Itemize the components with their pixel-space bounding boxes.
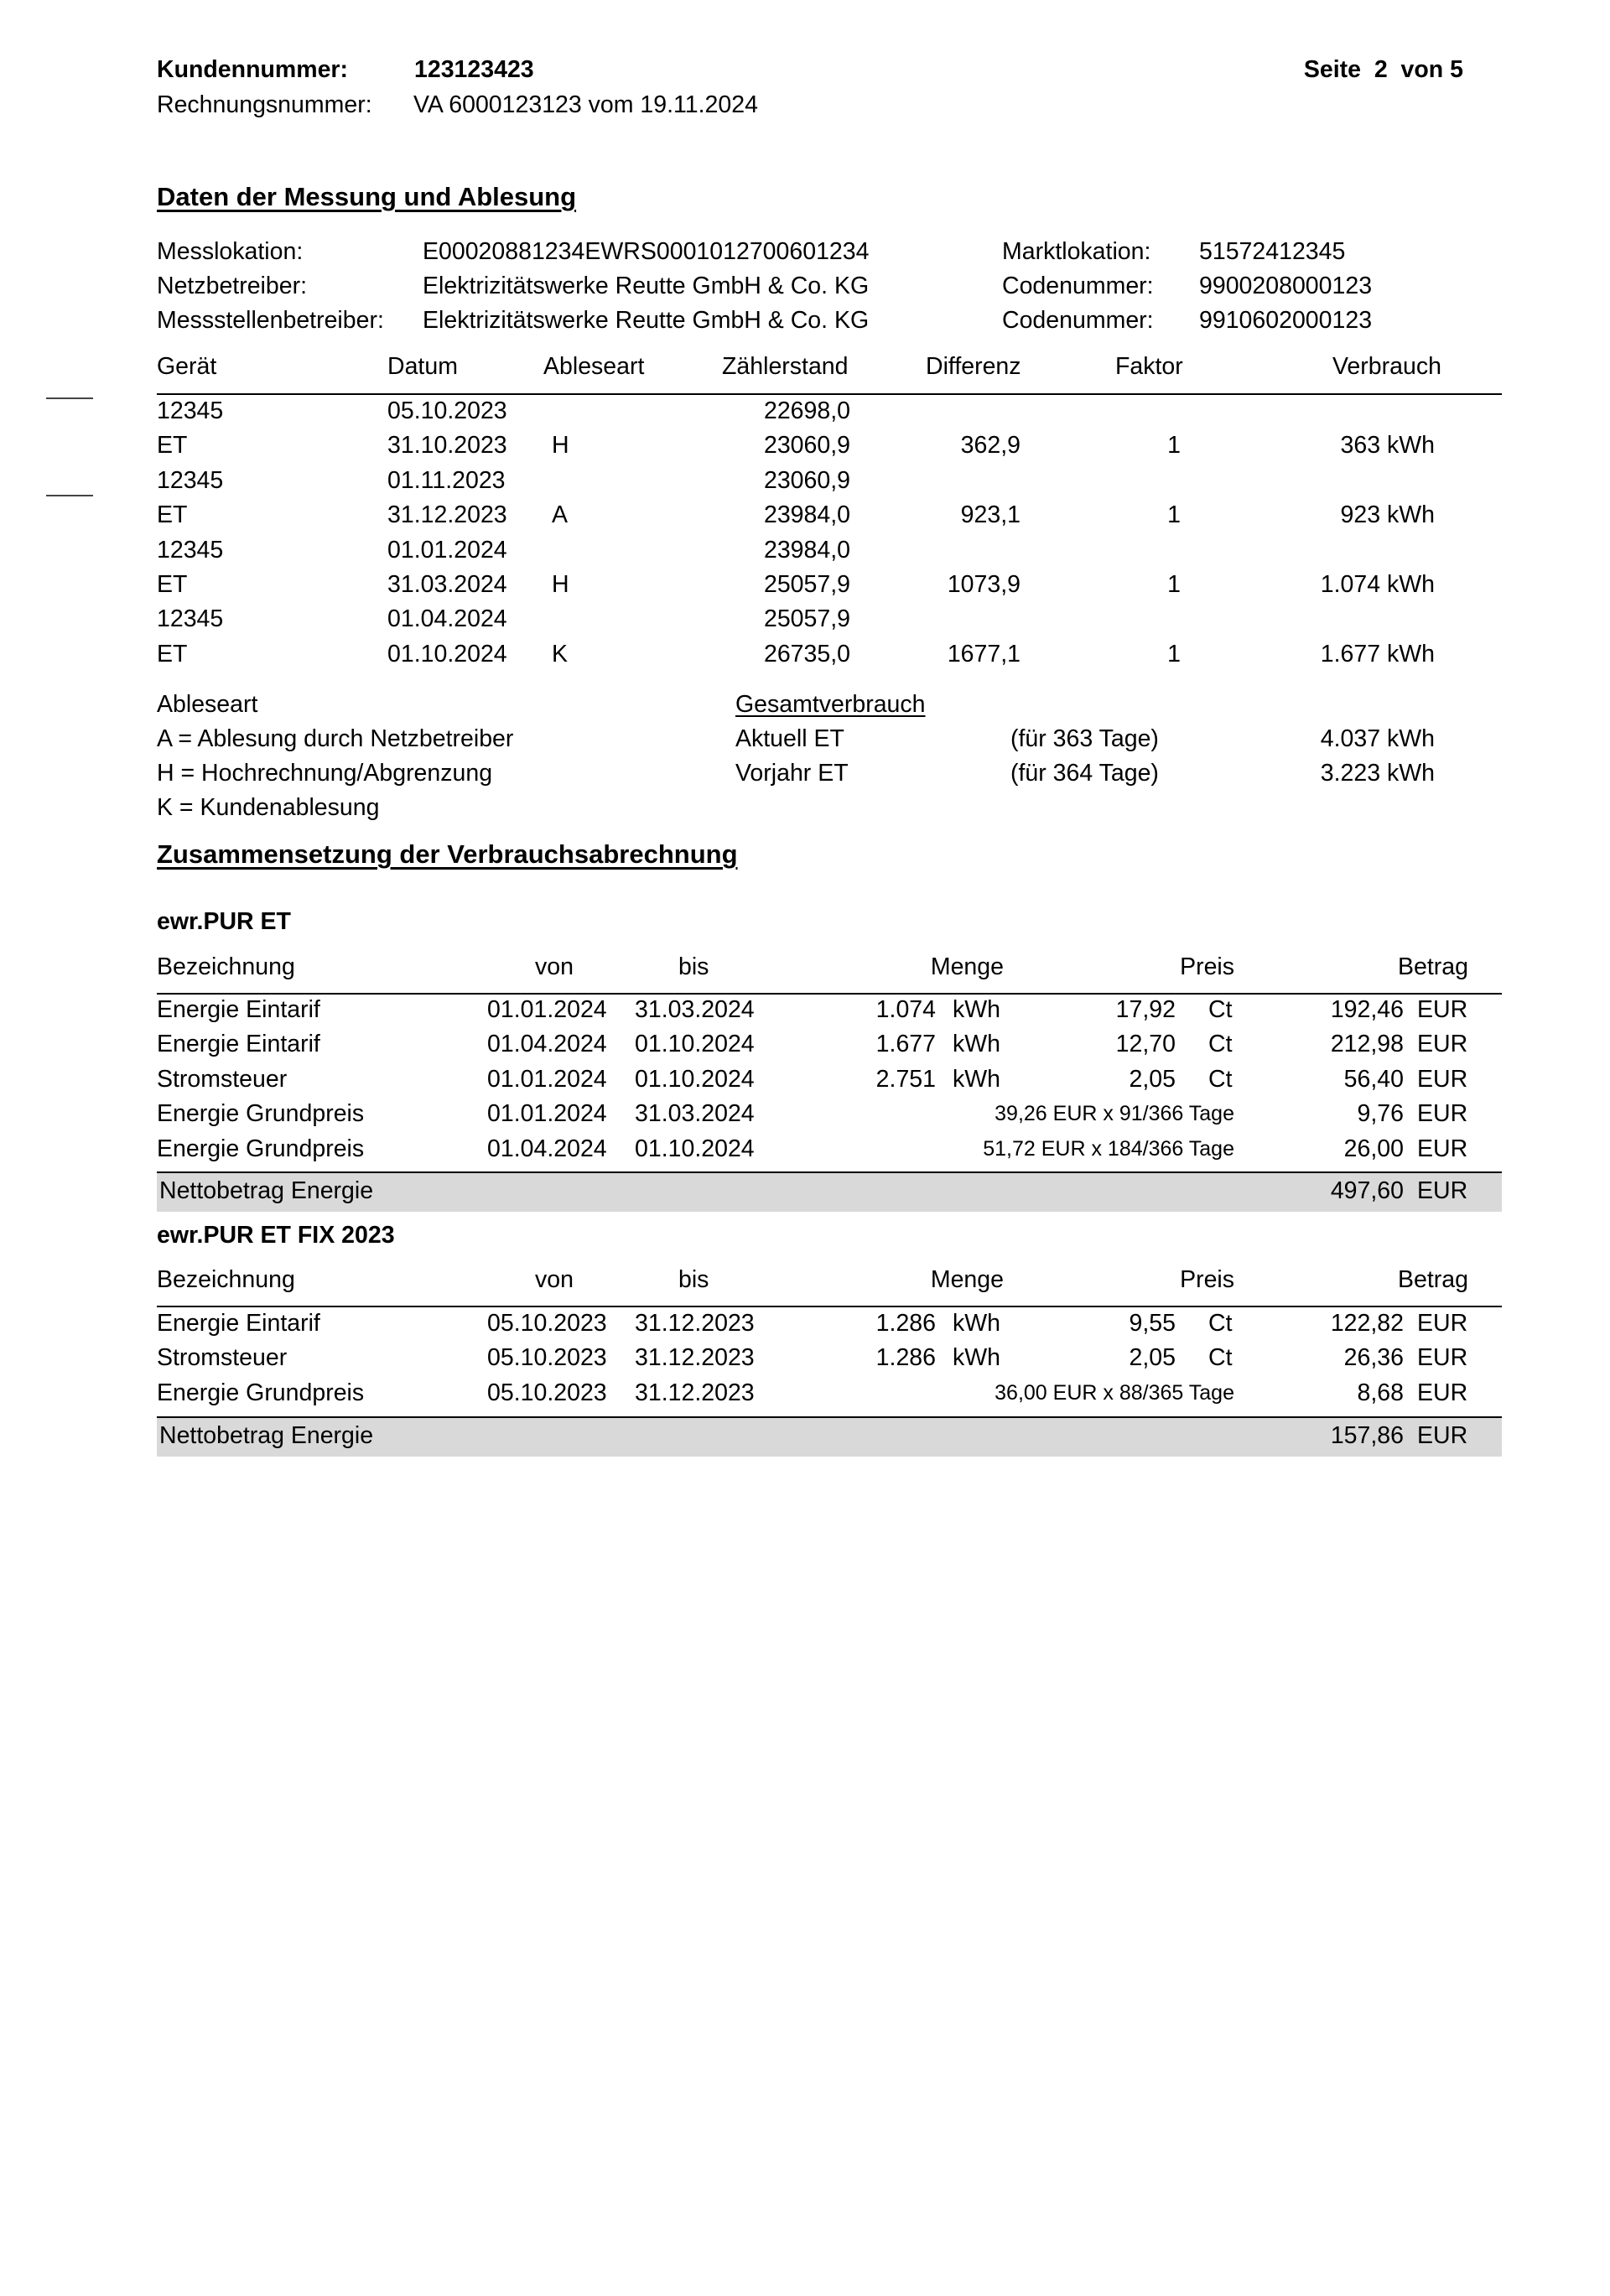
- billing-preis-unit: Ct: [1208, 1344, 1233, 1371]
- net-total-currency: EUR: [1417, 1177, 1468, 1204]
- total-row-value: 3.223 kWh: [1320, 760, 1435, 787]
- total-consumption-title: Gesamtverbrauch: [735, 691, 926, 718]
- billing-section-title: Zusammensetzung der Verbrauchsabrechnung: [157, 839, 738, 869]
- billing-preis-text: 36,00 EUR x 88/365 Tage: [995, 1381, 1234, 1405]
- billing-preis-unit: Ct: [1208, 1310, 1233, 1337]
- legend-title: Ableseart: [157, 691, 258, 718]
- reading-ableseart: K: [552, 641, 569, 668]
- billing-currency: EUR: [1417, 1100, 1468, 1127]
- marktlokation-value: 51572412345: [1199, 238, 1346, 265]
- billing-menge-unit: kWh: [953, 996, 1000, 1023]
- col-header-bis: bis: [678, 1266, 709, 1293]
- reading-zaehlerstand: 23060,9: [763, 467, 850, 494]
- col-header-bis: bis: [678, 953, 709, 980]
- tariff-name: ewr.PUR ET FIX 2023: [157, 1222, 395, 1249]
- billing-menge-unit: kWh: [953, 1066, 1000, 1093]
- net-total-label: Nettobetrag Energie: [159, 1422, 374, 1449]
- billing-bis: 31.12.2023: [635, 1379, 755, 1406]
- billing-betrag: 192,46: [1330, 996, 1404, 1023]
- reading-geraet: ET: [157, 571, 188, 598]
- billing-preis: 9,55: [1129, 1310, 1176, 1337]
- measurement-section-title: Daten der Messung und Ablesung: [157, 182, 577, 211]
- reading-datum: 01.01.2024: [387, 537, 507, 564]
- billing-bezeichnung: Stromsteuer: [157, 1344, 288, 1371]
- col-header-bezeichnung: Bezeichnung: [157, 1266, 295, 1293]
- col-header-preis: Preis: [1180, 1266, 1234, 1293]
- billing-preis-unit: Ct: [1208, 1031, 1233, 1057]
- col-header-geraet: Gerät: [157, 353, 217, 380]
- netzbetreiber-label: Netzbetreiber:: [157, 273, 308, 299]
- reading-geraet: 12345: [157, 467, 224, 494]
- billing-preis: 2,05: [1129, 1066, 1176, 1093]
- col-header-ableseart: Ableseart: [543, 353, 645, 380]
- col-header-verbrauch: Verbrauch: [1332, 353, 1441, 380]
- reading-geraet: ET: [157, 432, 188, 459]
- reading-ableseart: H: [552, 432, 569, 459]
- legend-item-h: H = Hochrechnung/Abgrenzung: [157, 760, 493, 787]
- billing-preis-unit: Ct: [1208, 1066, 1233, 1093]
- reading-faktor: 1: [1167, 571, 1181, 598]
- messlokation-label: Messlokation:: [157, 238, 304, 265]
- billing-preis: 12,70: [1115, 1031, 1176, 1057]
- col-header-betrag: Betrag: [1398, 1266, 1468, 1293]
- reading-verbrauch: 923 kWh: [1340, 501, 1435, 528]
- reading-zaehlerstand: 23984,0: [763, 537, 850, 564]
- reading-faktor: 1: [1167, 501, 1181, 528]
- col-header-zaehlerstand: Zählerstand: [722, 353, 849, 380]
- marktlokation-label: Marktlokation:: [1002, 238, 1151, 265]
- reading-differenz: 1677,1: [947, 641, 1021, 668]
- reading-ableseart: H: [552, 571, 569, 598]
- billing-bezeichnung: Energie Grundpreis: [157, 1135, 365, 1162]
- billing-bezeichnung: Energie Grundpreis: [157, 1379, 365, 1406]
- customer-number-value: 123123423: [414, 56, 534, 83]
- billing-von: 01.04.2024: [487, 1135, 607, 1162]
- billing-menge: 1.074: [875, 996, 936, 1023]
- billing-currency: EUR: [1417, 996, 1468, 1023]
- col-header-bezeichnung: Bezeichnung: [157, 953, 295, 980]
- billing-header-rule: [157, 1306, 1502, 1307]
- net-total-value: 157,86: [1330, 1422, 1404, 1449]
- billing-menge: 1.677: [875, 1031, 936, 1057]
- messstellenbetreiber-label: Messstellenbetreiber:: [157, 307, 384, 334]
- codenummer-value: 9910602000123: [1199, 307, 1373, 334]
- fold-mark-bottom: [46, 495, 93, 496]
- reading-faktor: 1: [1167, 432, 1181, 459]
- billing-von: 05.10.2023: [487, 1344, 607, 1371]
- total-row-value: 4.037 kWh: [1320, 725, 1435, 752]
- billing-von: 01.04.2024: [487, 1031, 607, 1057]
- billing-betrag: 9,76: [1357, 1100, 1404, 1127]
- billing-bezeichnung: Stromsteuer: [157, 1066, 288, 1093]
- billing-menge-unit: kWh: [953, 1344, 1000, 1371]
- billing-bis: 31.12.2023: [635, 1344, 755, 1371]
- billing-betrag: 26,00: [1343, 1135, 1404, 1162]
- billing-bis: 01.10.2024: [635, 1031, 755, 1057]
- billing-menge-unit: kWh: [953, 1310, 1000, 1337]
- billing-bezeichnung: Energie Eintarif: [157, 1310, 320, 1337]
- reading-datum: 31.03.2024: [387, 571, 507, 598]
- reading-verbrauch: 1.677 kWh: [1320, 641, 1435, 668]
- reading-datum: 31.10.2023: [387, 432, 507, 459]
- reading-geraet: ET: [157, 641, 188, 668]
- billing-betrag: 212,98: [1330, 1031, 1404, 1057]
- col-header-menge: Menge: [930, 953, 1004, 980]
- codenummer-label: Codenummer:: [1002, 307, 1154, 334]
- billing-currency: EUR: [1417, 1066, 1468, 1093]
- reading-zaehlerstand: 23060,9: [763, 432, 850, 459]
- billing-currency: EUR: [1417, 1379, 1468, 1406]
- billing-menge: 2.751: [875, 1066, 936, 1093]
- reading-differenz: 362,9: [960, 432, 1021, 459]
- reading-geraet: 12345: [157, 605, 224, 632]
- net-total-value: 497,60: [1330, 1177, 1404, 1204]
- billing-currency: EUR: [1417, 1344, 1468, 1371]
- total-row-period: (für 363 Tage): [1010, 725, 1159, 752]
- col-header-von: von: [535, 1266, 574, 1293]
- reading-ableseart: A: [552, 501, 569, 528]
- reading-geraet: 12345: [157, 397, 224, 424]
- billing-bezeichnung: Energie Eintarif: [157, 996, 320, 1023]
- billing-betrag: 26,36: [1343, 1344, 1404, 1371]
- billing-betrag: 8,68: [1357, 1379, 1404, 1406]
- billing-von: 01.01.2024: [487, 1066, 607, 1093]
- col-header-datum: Datum: [387, 353, 458, 380]
- messlokation-value: E00020881234EWRS0001012700601234: [423, 238, 870, 265]
- billing-menge-unit: kWh: [953, 1031, 1000, 1057]
- billing-bis: 31.12.2023: [635, 1310, 755, 1337]
- billing-currency: EUR: [1417, 1310, 1468, 1337]
- net-total-label: Nettobetrag Energie: [159, 1177, 374, 1204]
- billing-betrag: 122,82: [1330, 1310, 1404, 1337]
- fold-mark-top: [46, 397, 93, 399]
- page-info: Seite 2 von 5: [1303, 56, 1463, 83]
- reading-zaehlerstand: 25057,9: [763, 571, 850, 598]
- billing-bis: 31.03.2024: [635, 996, 755, 1023]
- codenummer-value: 9900208000123: [1199, 273, 1373, 299]
- billing-currency: EUR: [1417, 1031, 1468, 1057]
- customer-number-label: Kundennummer:: [157, 56, 348, 83]
- legend-item-a: A = Ablesung durch Netzbetreiber: [157, 725, 514, 752]
- reading-zaehlerstand: 25057,9: [763, 605, 850, 632]
- billing-currency: EUR: [1417, 1135, 1468, 1162]
- reading-differenz: 1073,9: [947, 571, 1021, 598]
- invoice-number-label: Rechnungsnummer:: [157, 91, 372, 118]
- billing-preis-text: 39,26 EUR x 91/366 Tage: [995, 1102, 1234, 1125]
- col-header-menge: Menge: [930, 1266, 1004, 1293]
- billing-preis-text: 51,72 EUR x 184/366 Tage: [983, 1137, 1234, 1161]
- codenummer-label: Codenummer:: [1002, 273, 1154, 299]
- reading-zaehlerstand: 22698,0: [763, 397, 850, 424]
- reading-zaehlerstand: 26735,0: [763, 641, 850, 668]
- billing-von: 01.01.2024: [487, 1100, 607, 1127]
- reading-verbrauch: 363 kWh: [1340, 432, 1435, 459]
- reading-datum: 01.11.2023: [387, 467, 506, 494]
- total-row-period: (für 364 Tage): [1010, 760, 1159, 787]
- billing-betrag: 56,40: [1343, 1066, 1404, 1093]
- reading-datum: 31.12.2023: [387, 501, 507, 528]
- reading-geraet: ET: [157, 501, 188, 528]
- reading-differenz: 923,1: [960, 501, 1021, 528]
- net-total-currency: EUR: [1417, 1422, 1468, 1449]
- col-header-faktor: Faktor: [1115, 353, 1183, 380]
- col-header-differenz: Differenz: [926, 353, 1021, 380]
- billing-menge: 1.286: [875, 1310, 936, 1337]
- reading-datum: 01.10.2024: [387, 641, 507, 668]
- col-header-betrag: Betrag: [1398, 953, 1468, 980]
- col-header-preis: Preis: [1180, 953, 1234, 980]
- billing-bis: 31.03.2024: [635, 1100, 755, 1127]
- reading-verbrauch: 1.074 kWh: [1320, 571, 1435, 598]
- netzbetreiber-value: Elektrizitätswerke Reutte GmbH & Co. KG: [423, 273, 870, 299]
- billing-von: 05.10.2023: [487, 1379, 607, 1406]
- reading-zaehlerstand: 23984,0: [763, 501, 850, 528]
- reading-geraet: 12345: [157, 537, 224, 564]
- billing-menge: 1.286: [875, 1344, 936, 1371]
- billing-bezeichnung: Energie Eintarif: [157, 1031, 320, 1057]
- billing-bis: 01.10.2024: [635, 1066, 755, 1093]
- billing-header-rule: [157, 993, 1502, 995]
- messstellenbetreiber-value: Elektrizitätswerke Reutte GmbH & Co. KG: [423, 307, 870, 334]
- billing-bezeichnung: Energie Grundpreis: [157, 1100, 365, 1127]
- billing-von: 01.01.2024: [487, 996, 607, 1023]
- invoice-number-value: VA 6000123123 vom 19.11.2024: [413, 91, 758, 118]
- billing-von: 05.10.2023: [487, 1310, 607, 1337]
- reading-datum: 05.10.2023: [387, 397, 507, 424]
- billing-preis: 17,92: [1115, 996, 1176, 1023]
- reading-faktor: 1: [1167, 641, 1181, 668]
- total-row-label: Vorjahr ET: [735, 760, 849, 787]
- readings-header-rule: [157, 393, 1502, 395]
- billing-bis: 01.10.2024: [635, 1135, 755, 1162]
- legend-item-k: K = Kundenablesung: [157, 794, 380, 821]
- total-row-label: Aktuell ET: [735, 725, 844, 752]
- billing-preis: 2,05: [1129, 1344, 1176, 1371]
- tariff-name: ewr.PUR ET: [157, 908, 291, 935]
- billing-preis-unit: Ct: [1208, 996, 1233, 1023]
- reading-datum: 01.04.2024: [387, 605, 507, 632]
- col-header-von: von: [535, 953, 574, 980]
